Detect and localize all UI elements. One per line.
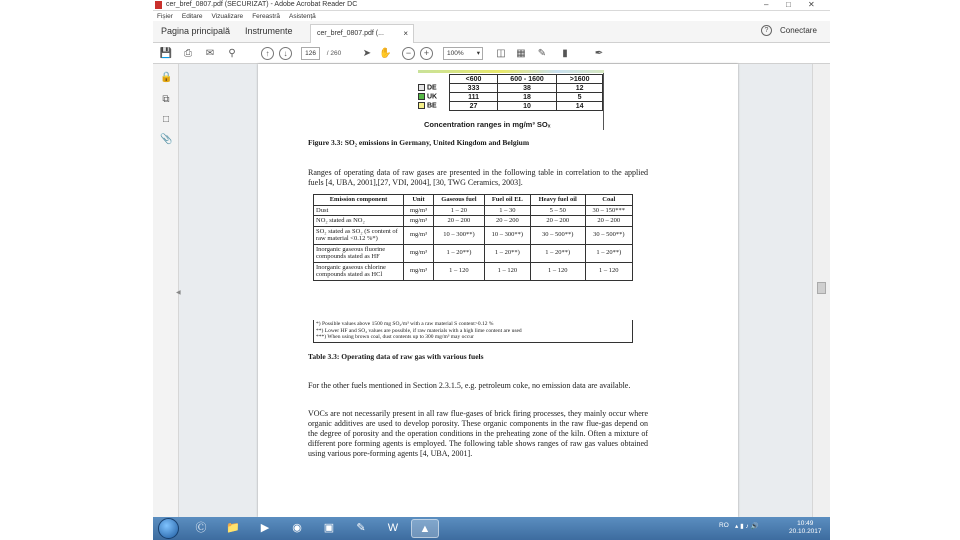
clock-time: 10:49 [797,520,814,527]
footnote: ***) When using brown coal, dust contents up to 300 mg/m³ may occur [316,334,474,340]
column-header: Gaseous fuel [434,195,485,206]
lock-icon[interactable]: 🔒 [160,72,173,83]
print-icon[interactable]: ⎙ [184,48,192,59]
table-cell: 10 – 300**) [484,226,530,244]
table-row [418,93,603,102]
tab-document[interactable] [310,24,414,43]
attachments-icon[interactable]: 📎 [160,134,173,145]
row-label: DE [427,84,437,92]
clock[interactable] [789,520,822,536]
table-cell: 1 – 20**) [530,244,585,262]
title-bar [153,0,830,11]
email-icon[interactable]: ✉ [205,48,215,59]
menu-view[interactable]: Vizualizare [211,12,244,20]
table-footnotes [313,320,633,343]
footnote: **) Lower HF and SO₂ values are possible, if raw materials with a high lime content are used [316,327,522,334]
menu-edit[interactable]: Editare [181,12,203,20]
header-cell: >1600 [557,75,603,84]
page-total: / 260 [326,50,342,57]
table-row [314,262,633,280]
file-explorer-icon[interactable]: 📁 [226,522,240,534]
next-page-icon[interactable]: ↓ [279,47,292,60]
chart-bar-strip [418,70,604,73]
table-cell: 10 – 300**) [434,226,485,244]
table-cell: 5 – 50 [530,205,585,216]
figure-caption: Figure 3.3: SO₂ emissions in Germany, United Kingdom and Belgium [308,138,530,147]
acrobat-taskbar-icon[interactable]: ▲ [411,519,439,538]
page-number-input[interactable]: 126 [301,47,320,60]
windows-taskbar [153,517,830,540]
legend-swatch [418,93,425,100]
column-header: Emission component [314,195,404,206]
table-cell: mg/m³ [404,216,434,227]
hand-tool-icon[interactable]: ✋ [379,48,392,59]
legend-swatch [418,84,425,91]
table-row [314,226,633,244]
table-header-row [314,195,633,206]
table-cell: mg/m³ [404,244,434,262]
table-cell: 1 – 20**) [585,244,632,262]
table-cell: mg/m³ [404,226,434,244]
zoom-value: 100% [447,50,464,57]
table-cell: NO₂ stated as NO₂ [314,216,404,227]
chevron-down-icon: ▾ [476,50,480,57]
vertical-scrollbar[interactable] [812,64,830,517]
word-icon[interactable]: W [387,522,399,534]
chart-axis-caption: Concentration ranges in mg/m³ SOₓ [424,120,551,129]
table-cell: 20 – 200 [484,216,530,227]
footnote: *) Possible values above 1500 mg SO₂/m³ with a raw material S content>0.12 % [316,321,494,327]
bookmarks-icon[interactable]: □ [162,114,170,125]
table-cell: 1 – 120 [585,262,632,280]
menu-file[interactable]: Fișier [157,12,173,20]
tab-tools[interactable]: Instrumente [245,26,293,36]
language-indicator[interactable]: RO [719,522,729,529]
table-cell: 30 – 500**) [530,226,585,244]
legend-swatch [418,102,425,109]
toolbar [153,43,830,64]
table-cell: 1 – 120 [484,262,530,280]
row-label: BE [427,102,437,110]
table-cell: Dust [314,205,404,216]
column-header: Fuel oil EL [484,195,530,206]
column-header: Heavy fuel oil [530,195,585,206]
chrome-icon[interactable]: ◉ [292,522,302,534]
table-cell: 10 [497,102,556,111]
table-cell: 1 – 20**) [484,244,530,262]
save-icon[interactable]: 💾 [159,48,173,59]
acrobat-window [153,0,830,540]
document-tab-label: cer_bref_0807.pdf (... [317,30,384,37]
sign-icon[interactable]: ✒ [594,48,604,59]
menu-help[interactable]: Asistență [289,12,316,20]
media-player-icon[interactable]: ▶ [260,522,270,534]
emissions-chart-table [418,70,604,130]
previous-page-icon[interactable]: ↑ [261,47,274,60]
table-cell: 27 [450,102,498,111]
table-cell: 30 – 500**) [585,226,632,244]
highlight-icon[interactable]: ▮ [562,48,568,59]
header-cell: <600 [450,75,498,84]
start-button[interactable] [158,518,179,539]
signin-link[interactable]: Conectare [780,26,817,35]
zoom-in-icon[interactable]: + [420,47,433,60]
help-icon[interactable]: ? [761,25,772,36]
table-cell: 30 – 150*** [585,205,632,216]
internet-explorer-icon[interactable]: Ⓒ [195,522,207,534]
acrobat-app-icon [155,1,162,9]
table-cell: Inorganic gaseous chlorine compounds stated as HCl [314,262,404,280]
paragraph: Ranges of operating data of raw gases are presented in the following table in correlation to the applied fuels [4, UBA, 2001],[27, VDI, 2004], [30, TWG Ceramics, 2003]. [308,168,648,187]
table-cell: 38 [497,84,556,93]
menu-window[interactable]: Fereastră [252,12,281,20]
table-cell: 14 [557,102,603,111]
zoom-select[interactable] [443,47,483,60]
fit-page-icon[interactable]: ◫ [496,48,506,59]
window-title: cer_bref_0807.pdf (SECURIZAT) - Adobe Acrobat Reader DC [166,1,358,8]
table-cell: 333 [450,84,498,93]
table-cell: 1 – 30 [484,205,530,216]
table-row [314,205,633,216]
operating-data-table [313,194,633,281]
page-thumbnails-icon[interactable]: ⧉ [162,94,170,105]
close-window-button[interactable]: ✕ [808,0,815,9]
table-cell: 20 – 200 [530,216,585,227]
powerpoint-icon[interactable]: ▣ [323,522,335,534]
scrolling-mode-icon[interactable]: ▦ [516,48,526,59]
row-label: UK [427,93,438,101]
table-row [314,216,633,227]
minimize-button[interactable]: – [764,0,769,9]
menu-bar [153,11,830,21]
table-cell: mg/m³ [404,205,434,216]
comment-icon[interactable]: ✎ [537,48,547,59]
expand-pane-icon[interactable]: ◀ [176,290,181,296]
table-cell: 18 [497,93,556,102]
tray-icons[interactable]: ▴ ▮ ♪ 🔊 [735,523,759,530]
paragraph: For the other fuels mentioned in Section 2.3.1.5, e.g. petroleum coke, no emission data are available. [308,381,631,390]
table-cell: 5 [557,93,603,102]
tab-bar [153,21,830,43]
table-row [418,102,603,111]
tab-home[interactable]: Pagina principală [161,26,231,36]
table-cell: SO₂ stated as SO₂ (S content of raw material <0.12 %*) [314,226,404,244]
close-tab-icon[interactable]: × [403,29,408,38]
table-cell: 1 – 20 [434,205,485,216]
table-cell: 12 [557,84,603,93]
header-cell: 600 - 1600 [497,75,556,84]
maximize-button[interactable]: □ [786,0,791,9]
search-icon[interactable]: ⚲ [228,48,236,59]
scrollbar-thumb[interactable] [817,282,826,294]
paragraph: VOCs are not necessarily present in all raw flue-gases of brick firing processes, they mainly occur where organic additives are used to develop porosity. These organic components in the raw flue-gas depend on the degree of porosity and the operation conditions in the preheating zone of the kiln. Often a mixture of different pore forming agents is employed. The following table shows ranges of raw gas values obtained using various pore-forming agents [4, UBA, 2001]. [308,409,648,458]
table-cell: 111 [450,93,498,102]
table-cell: mg/m³ [404,262,434,280]
pdf-page [258,64,738,517]
table-cell: 1 – 20**) [434,244,485,262]
table-cell: 1 – 120 [530,262,585,280]
table-cell: 1 – 120 [434,262,485,280]
table-row [418,84,603,93]
column-header: Coal [585,195,632,206]
table-row [314,244,633,262]
select-cursor-icon[interactable]: ➤ [362,48,372,59]
clock-date: 20.10.2017 [789,528,822,535]
zoom-out-icon[interactable]: − [402,47,415,60]
paint-icon[interactable]: ✎ [356,522,366,534]
table-cell: 20 – 200 [585,216,632,227]
left-navigation-pane [153,64,179,517]
table-cell: 20 – 200 [434,216,485,227]
concentration-table [418,74,603,111]
table-caption: Table 3.3: Operating data of raw gas with various fuels [308,352,484,361]
table-cell: Inorganic gaseous fluorine compounds stated as HF [314,244,404,262]
column-header: Unit [404,195,434,206]
